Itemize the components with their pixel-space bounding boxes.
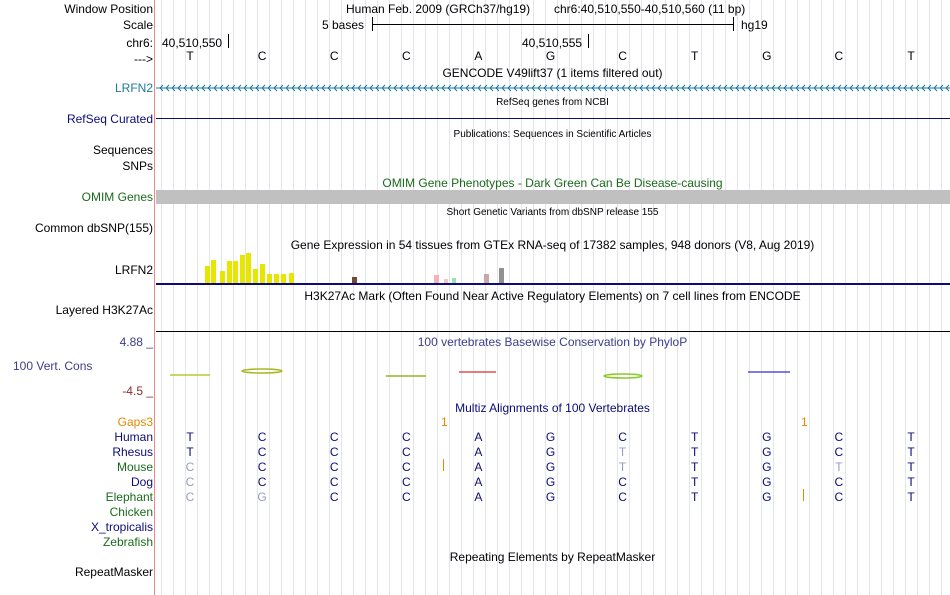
coord-mid-tick — [588, 34, 589, 48]
species-base: A — [474, 475, 483, 489]
species-base: T — [186, 430, 194, 444]
ref-base: C — [257, 49, 267, 63]
species-base: A — [474, 445, 483, 459]
dbsnp-label[interactable]: Common dbSNP(155) — [34, 221, 153, 235]
snps-label[interactable]: SNPs — [122, 159, 153, 173]
species-base: C — [257, 445, 267, 459]
ref-base: A — [474, 49, 483, 63]
phylop-plot[interactable] — [156, 364, 950, 384]
species-base: A — [474, 430, 483, 444]
gtex-bar-chart[interactable] — [156, 250, 950, 286]
ref-base: T — [907, 49, 915, 63]
species-label-human[interactable]: Human — [114, 430, 153, 444]
species-base: C — [329, 490, 339, 504]
gencode-gene-feature[interactable] — [156, 82, 950, 94]
species-base: G — [545, 430, 556, 444]
ref-base: C — [329, 49, 339, 63]
scale-bar — [373, 24, 733, 25]
publications-title: Publications: Sequences in Scientific Articles — [453, 129, 652, 140]
refseq-title: RefSeq genes from NCBI — [496, 97, 609, 108]
species-label-mouse[interactable]: Mouse — [116, 460, 153, 474]
species-base: C — [401, 490, 411, 504]
species-label-zebrafish[interactable]: Zebrafish — [102, 535, 153, 549]
species-base: G — [545, 445, 556, 459]
phylop-min: -4.5 _ — [122, 384, 153, 398]
gaps-label[interactable]: Gaps3 — [117, 415, 153, 429]
species-base: T — [691, 445, 699, 459]
scale-bar-left-tick — [372, 17, 373, 31]
species-base: T — [618, 445, 627, 459]
ref-base: T — [691, 49, 699, 63]
scale-bar-right-tick — [733, 17, 734, 31]
species-base: C — [618, 475, 627, 489]
species-base: G — [257, 490, 267, 504]
phylop-label[interactable]: 100 Vert. Cons — [13, 359, 93, 373]
species-base: C — [401, 445, 411, 459]
ref-base: T — [186, 49, 194, 63]
gtex-title: Gene Expression in 54 tissues from GTEx RNA-seq of 17382 samples, 948 donors (V8, Aug 2019) — [290, 238, 815, 252]
species-base: T — [835, 460, 843, 474]
species-base: C — [401, 460, 411, 474]
species-base: T — [691, 430, 699, 444]
h3k27ac-title: H3K27Ac Mark (Often Found Near Active Regulatory Elements) on 7 cell lines from ENCODE — [304, 289, 801, 303]
species-base: G — [762, 460, 772, 474]
species-base: G — [545, 490, 556, 504]
ref-base: C — [401, 49, 411, 63]
gtex-bars — [205, 253, 504, 283]
species-base: C — [185, 475, 195, 489]
species-base: C — [834, 475, 844, 489]
species-base: C — [257, 430, 267, 444]
gap-mark-1: 1 — [441, 415, 448, 429]
scale-text: 5 bases — [322, 18, 365, 32]
refseq-label[interactable]: RefSeq Curated — [66, 112, 153, 126]
species-base: C — [329, 445, 339, 459]
species-base: T — [907, 475, 915, 489]
species-base: C — [257, 460, 267, 474]
ref-base: C — [618, 49, 627, 63]
mouse-gap-tick — [443, 459, 444, 471]
coord-left: 40,510,550 — [162, 36, 223, 50]
sequences-label[interactable]: Sequences — [92, 143, 153, 157]
ref-base: G — [545, 49, 556, 63]
chr-label: chr6: — [126, 36, 153, 50]
strand-label: ---> — [134, 52, 153, 66]
species-label-chicken[interactable]: Chicken — [109, 505, 153, 519]
species-base: G — [762, 490, 772, 504]
repeatmasker-title: Repeating Elements by RepeatMasker — [449, 550, 656, 564]
species-base: G — [545, 475, 556, 489]
species-label-rhesus[interactable]: Rhesus — [112, 445, 153, 459]
species-base: T — [907, 490, 915, 504]
species-base: G — [762, 475, 772, 489]
position-text: chr6:40,510,550-40,510,560 (11 bp) — [554, 2, 746, 16]
dbsnp-title: Short Genetic Variants from dbSNP release 155 — [446, 207, 659, 218]
h3k27ac-baseline — [156, 331, 950, 332]
refseq-gene-feature[interactable] — [156, 118, 950, 119]
omim-label[interactable]: OMIM Genes — [81, 190, 153, 204]
species-base: C — [401, 475, 411, 489]
species-label-elephant[interactable]: Elephant — [105, 490, 153, 504]
species-base: C — [834, 430, 844, 444]
species-base: T — [691, 475, 699, 489]
species-base: C — [329, 475, 339, 489]
species-base: T — [186, 445, 194, 459]
gencode-label[interactable]: LRFN2 — [114, 81, 153, 95]
repeatmasker-label[interactable]: RepeatMasker — [74, 565, 153, 579]
h3k27ac-label[interactable]: Layered H3K27Ac — [55, 303, 153, 317]
species-base: A — [474, 490, 483, 504]
species-base: G — [545, 460, 556, 474]
species-base: T — [691, 460, 699, 474]
species-base: C — [834, 490, 844, 504]
ref-base: G — [762, 49, 772, 63]
species-base: A — [474, 460, 483, 474]
phylop-max: 4.88 _ — [119, 335, 153, 349]
species-base: C — [185, 490, 195, 504]
coord-left-tick — [228, 34, 229, 48]
phylop-title: 100 vertebrates Basewise Conservation by PhyloP — [417, 335, 688, 349]
species-base: T — [691, 490, 699, 504]
species-base: C — [401, 430, 411, 444]
species-base: T — [907, 445, 915, 459]
species-base: G — [762, 430, 772, 444]
assembly-text: Human Feb. 2009 (GRCh37/hg19) — [346, 2, 531, 16]
species-base: C — [834, 445, 844, 459]
species-base: C — [618, 490, 627, 504]
species-base: T — [618, 460, 627, 474]
species-base: C — [329, 460, 339, 474]
omim-feature-bar[interactable] — [156, 190, 950, 204]
species-base: C — [185, 460, 195, 474]
species-label-x_tropicalis[interactable]: X_tropicalis — [90, 520, 153, 534]
species-label-dog[interactable]: Dog — [130, 475, 153, 489]
omim-title: OMIM Gene Phenotypes - Dark Green Can Be Disease-causing — [382, 176, 723, 190]
species-base: T — [907, 460, 915, 474]
coord-mid: 40,510,555 — [522, 36, 583, 50]
gap-mark-2: 1 — [801, 415, 808, 429]
species-base: C — [329, 430, 339, 444]
gencode-title: GENCODE V49lift37 (1 items filtered out) — [442, 66, 663, 80]
scale-label: Scale — [122, 18, 153, 32]
elephant-gap-tick — [803, 489, 804, 501]
species-base: C — [257, 475, 267, 489]
species-base: G — [762, 445, 772, 459]
gtex-label[interactable]: LRFN2 — [114, 263, 153, 277]
window-position-label: Window Position — [64, 2, 153, 16]
ref-base: C — [834, 49, 844, 63]
db-text: hg19 — [741, 18, 768, 32]
species-base: C — [618, 430, 627, 444]
multiz-title: Multiz Alignments of 100 Vertebrates — [455, 401, 650, 415]
species-base: T — [907, 430, 915, 444]
